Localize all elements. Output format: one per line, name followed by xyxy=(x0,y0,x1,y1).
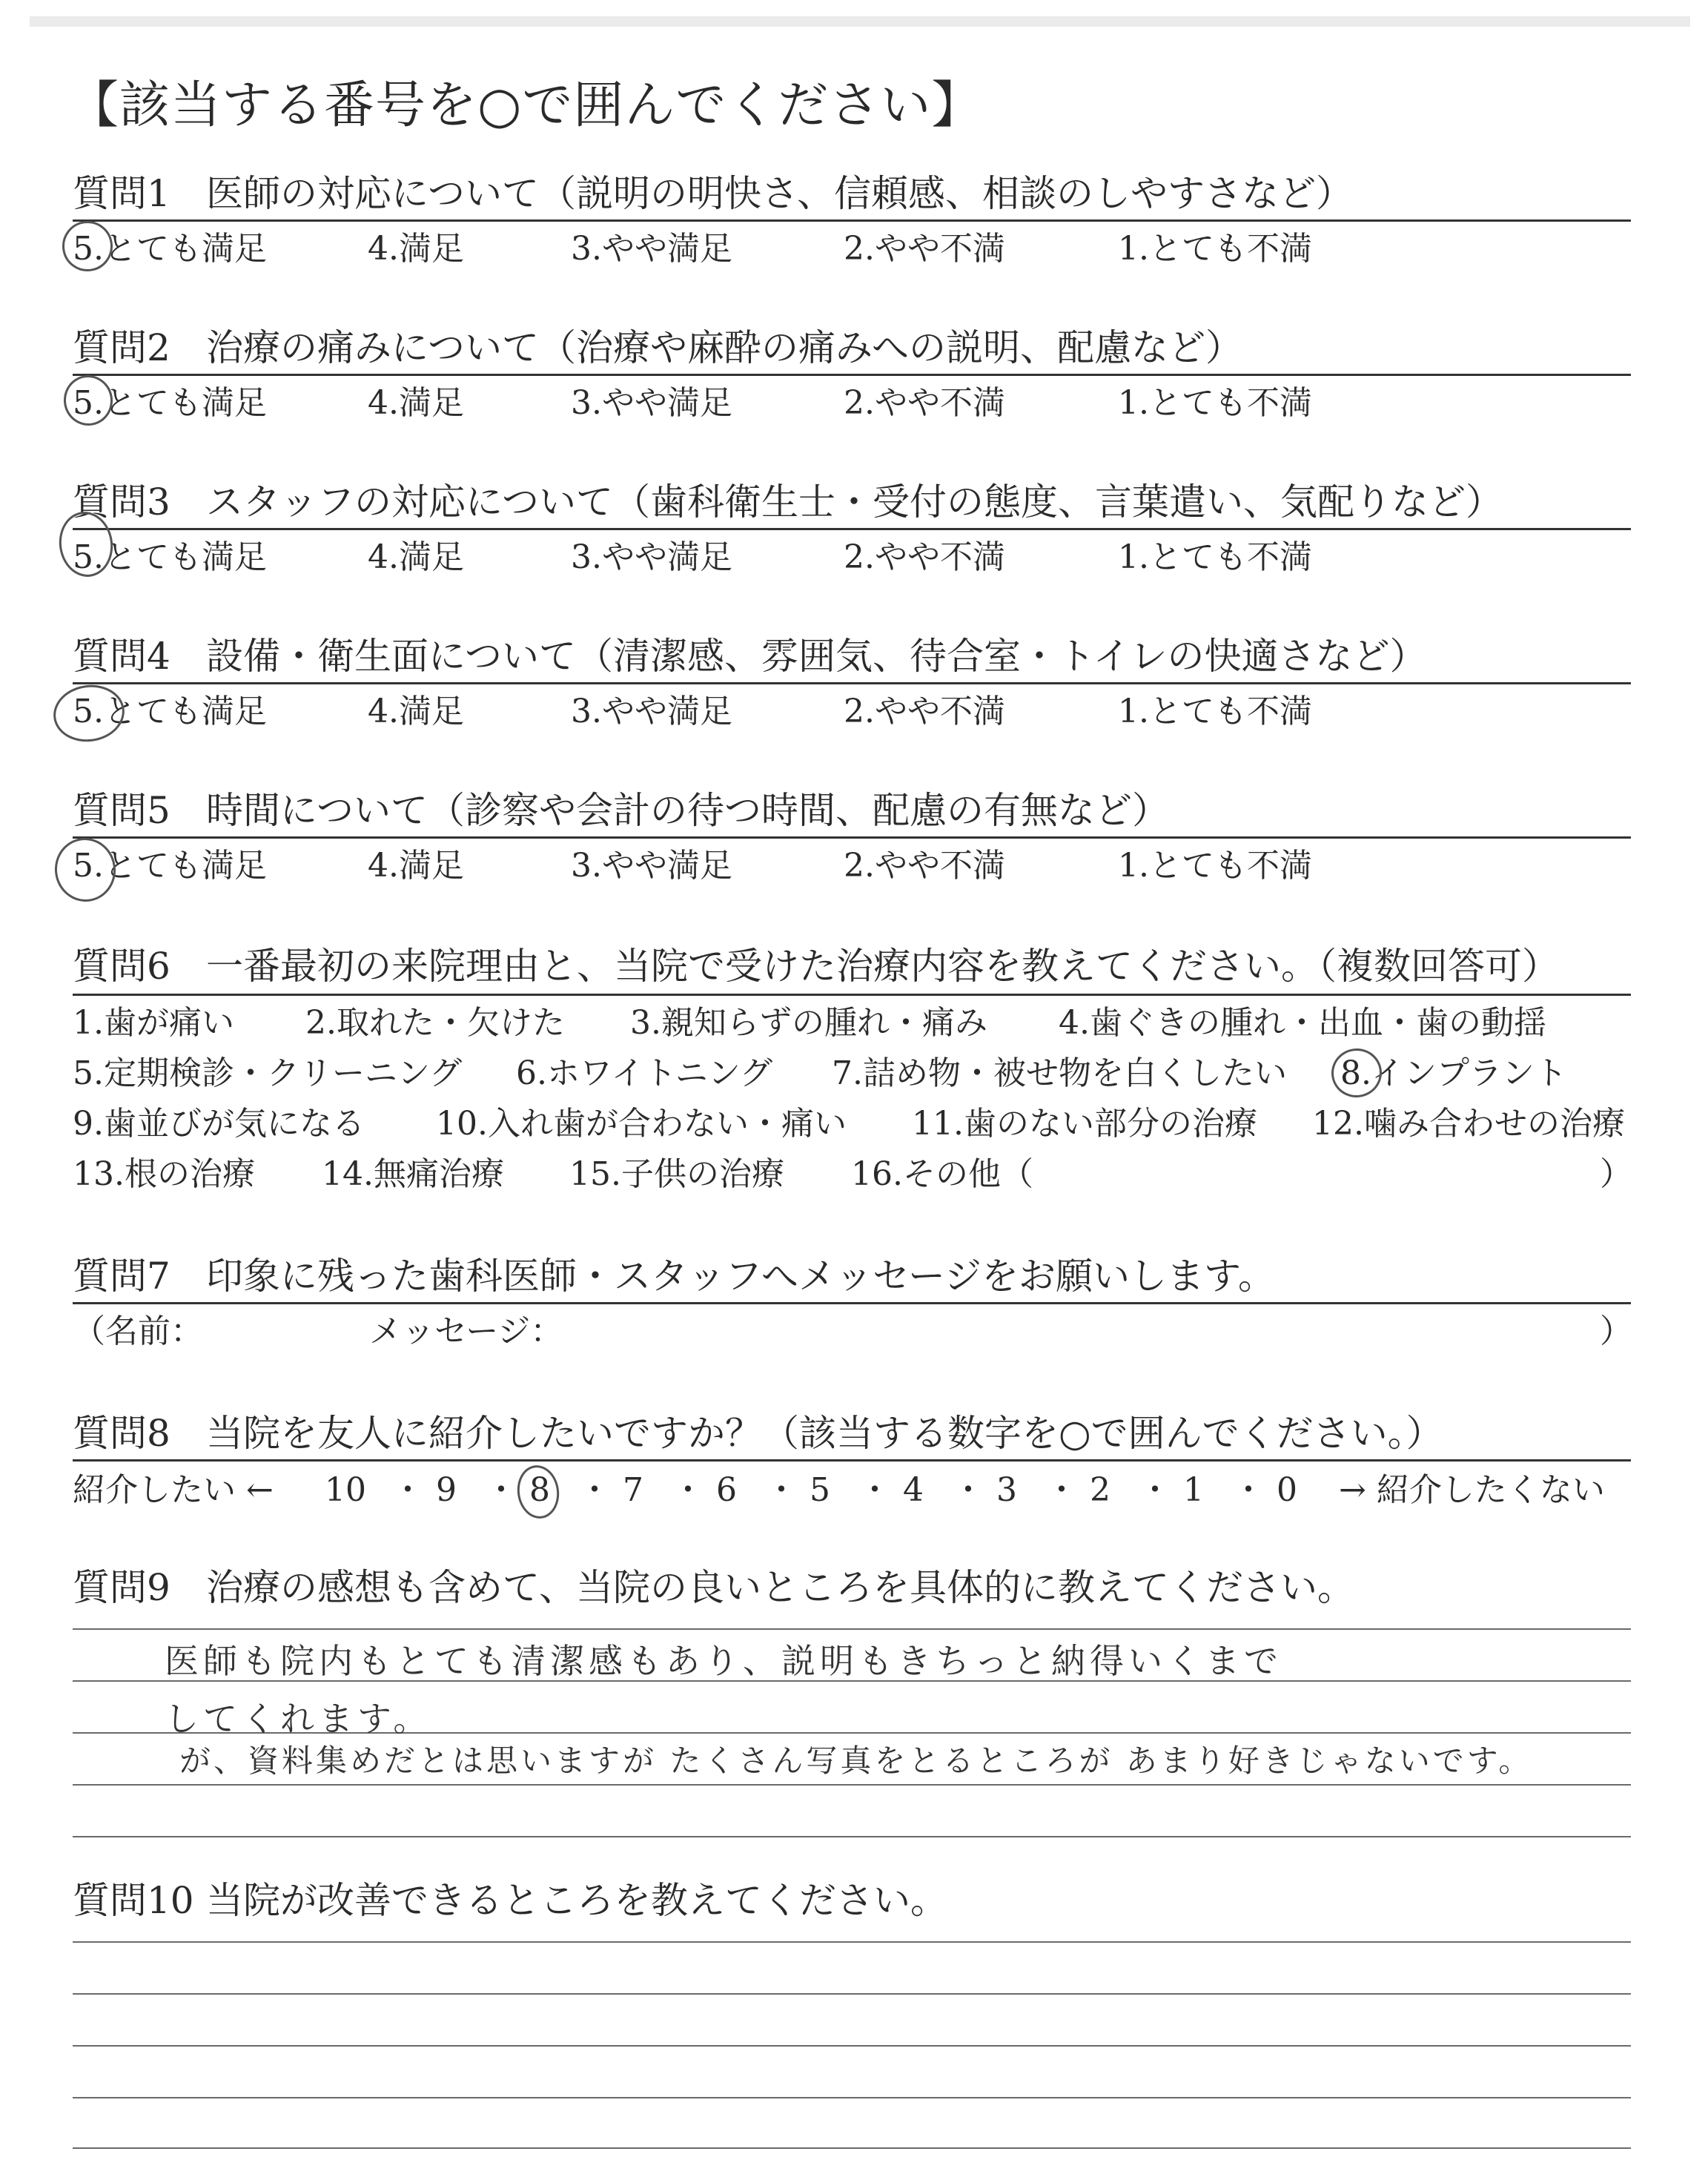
scale-value-1[interactable]: 1 xyxy=(1183,1471,1204,1509)
question-10 xyxy=(73,1876,1629,1925)
option-5[interactable]: 5.とても満足 xyxy=(73,384,267,422)
answer-rule xyxy=(73,374,1631,376)
scale-value-3[interactable]: 3 xyxy=(996,1471,1017,1509)
option-3[interactable]: 3.やや満足 xyxy=(571,693,732,730)
question-8 xyxy=(73,1409,1629,1458)
option-1[interactable]: 1.とても不満 xyxy=(1118,693,1312,730)
q6-option[interactable]: 12.噛み合わせの治療 xyxy=(1312,1105,1625,1143)
answer-line xyxy=(73,1784,1631,1786)
question-5 xyxy=(73,786,1629,835)
question-label: 質問9 xyxy=(73,1566,171,1609)
question-text: 治療の痛みについて（治療や麻酔の痛みへの説明、配慮など） xyxy=(206,326,1242,369)
q6-option[interactable]: 1.歯が痛い xyxy=(73,1004,234,1042)
question-text: スタッフの対応について（歯科衛生士・受付の態度、言葉遣い、気配りなど） xyxy=(206,480,1503,524)
q6-option[interactable]: 13.根の治療 xyxy=(73,1155,255,1193)
question-text: 医師の対応について（説明の明快さ、信頼感、相談のしやすさなど） xyxy=(206,172,1353,215)
handwritten-answer-line: してくれます。 xyxy=(165,1699,432,1739)
scan-edge xyxy=(30,16,1690,27)
answer-rule xyxy=(73,1302,1631,1304)
scale-dot: ・ xyxy=(1232,1471,1265,1509)
question-text: 印象に残った歯科医師・スタッフへメッセージをお願いします。 xyxy=(206,1255,1275,1298)
handwritten-answer-line: が、資料集めだとは思いますが たくさん写真をとるところが あまり好きじゃないです。 xyxy=(179,1743,1533,1779)
question-label: 質問4 xyxy=(73,635,171,678)
question-3 xyxy=(73,478,1629,526)
question-text: 一番最初の来院理由と、当院で受けた治療内容を教えてください。（複数回答可） xyxy=(206,945,1559,988)
scale-value-2[interactable]: 2 xyxy=(1090,1471,1110,1509)
scale-value-0[interactable]: 0 xyxy=(1277,1471,1297,1509)
question-label: 質問5 xyxy=(73,789,171,832)
message-close: ） xyxy=(1600,1312,1632,1350)
answer-line xyxy=(73,1993,1631,1995)
question-label: 質問3 xyxy=(73,480,171,524)
scale-dot: ・ xyxy=(578,1471,611,1509)
handwritten-answer-line: 医師も院内もとても清潔感もあり、説明もきちっと納得いくまで xyxy=(165,1641,1282,1681)
page-title: 【該当する番号を○で囲んでください】 xyxy=(68,76,983,135)
q6-row-2 xyxy=(73,1051,1637,1096)
q6-option[interactable]: 6.ホワイトニング xyxy=(516,1054,773,1092)
option-5[interactable]: 5.とても満足 xyxy=(73,538,267,576)
scale-value-9[interactable]: 9 xyxy=(436,1471,457,1509)
answer-rule xyxy=(73,994,1631,996)
scale-dot: ・ xyxy=(1045,1471,1078,1509)
scale-value-10[interactable]: 10 xyxy=(325,1471,366,1509)
q6-option-other[interactable]: 16.その他（ xyxy=(851,1155,1033,1193)
q6-option[interactable]: 14.無痛治療 xyxy=(322,1155,504,1193)
answer-rule xyxy=(73,682,1631,684)
question-1 xyxy=(73,169,1629,218)
q6-option[interactable]: 4.歯ぐきの腫れ・出血・歯の動揺 xyxy=(1059,1004,1546,1042)
scale-value-5[interactable]: 5 xyxy=(810,1471,830,1509)
scale-dot: ・ xyxy=(672,1471,704,1509)
answer-line xyxy=(73,2045,1631,2047)
q7-message-row xyxy=(73,1309,1637,1354)
option-1[interactable]: 1.とても不満 xyxy=(1118,847,1312,885)
question-label: 質問1 xyxy=(73,172,171,215)
q6-option[interactable]: 9.歯並びが気になる xyxy=(73,1105,365,1143)
option-4[interactable]: 4.満足 xyxy=(368,693,464,730)
scale-value-6[interactable]: 6 xyxy=(716,1471,737,1509)
scale-dot: ・ xyxy=(952,1471,984,1509)
question-label: 質問7 xyxy=(73,1255,171,1298)
option-2[interactable]: 2.やや不満 xyxy=(844,847,1005,885)
option-2[interactable]: 2.やや不満 xyxy=(844,693,1005,730)
question-text: 当院が改善できるところを教えてください。 xyxy=(206,1879,947,1922)
scale-value-8[interactable]: 8 xyxy=(529,1471,550,1509)
answer-rule xyxy=(73,836,1631,839)
answer-line xyxy=(73,1836,1631,1837)
scale-dot: ・ xyxy=(858,1471,891,1509)
q6-other-close: ） xyxy=(1600,1155,1632,1193)
scale-right-label: → 紹介したくない xyxy=(1339,1471,1605,1509)
scale-dot: ・ xyxy=(485,1471,517,1509)
question-4 xyxy=(73,632,1629,681)
scale-dot: ・ xyxy=(391,1471,424,1509)
option-2[interactable]: 2.やや不満 xyxy=(844,538,1005,576)
option-5[interactable]: 5.とても満足 xyxy=(73,693,267,730)
option-5[interactable]: 5.とても満足 xyxy=(73,230,267,268)
answer-rule xyxy=(73,1459,1631,1462)
question-9 xyxy=(73,1563,1629,1612)
q6-option[interactable]: 3.親知らずの腫れ・痛み xyxy=(630,1004,987,1042)
scale-value-4[interactable]: 4 xyxy=(903,1471,924,1509)
option-5[interactable]: 5.とても満足 xyxy=(73,847,267,885)
q6-row-1 xyxy=(73,1001,1637,1046)
question-label: 質問2 xyxy=(73,326,171,369)
q6-option[interactable]: 10.入れ歯が合わない・痛い xyxy=(436,1105,847,1143)
q6-row-3 xyxy=(73,1102,1637,1146)
q6-option[interactable]: 2.取れた・欠けた xyxy=(305,1004,565,1042)
q6-option[interactable]: 8.インプラント xyxy=(1340,1054,1567,1092)
option-4[interactable]: 4.満足 xyxy=(368,538,464,576)
answer-line xyxy=(73,2097,1631,2098)
option-4[interactable]: 4.満足 xyxy=(368,384,464,422)
question-text: 設備・衛生面について（清潔感、雰囲気、待合室・トイレの快適さなど） xyxy=(206,635,1427,678)
option-2[interactable]: 2.やや不満 xyxy=(844,384,1005,422)
q6-row-4 xyxy=(73,1152,1637,1197)
option-3[interactable]: 3.やや満足 xyxy=(571,230,732,268)
option-3[interactable]: 3.やや満足 xyxy=(571,538,732,576)
q6-option[interactable]: 15.子供の治療 xyxy=(569,1155,784,1193)
question-6 xyxy=(73,942,1629,991)
recommend-scale xyxy=(73,1468,1637,1513)
answer-line xyxy=(73,2147,1631,2149)
scale-value-7[interactable]: 7 xyxy=(623,1471,643,1509)
option-1[interactable]: 1.とても不満 xyxy=(1118,230,1312,268)
answer-rule xyxy=(73,528,1631,530)
question-label: 質問8 xyxy=(73,1412,171,1455)
answer-rule xyxy=(73,219,1631,222)
question-2 xyxy=(73,323,1629,372)
question-text: 治療の感想も含めて、当院の良いところを具体的に教えてください。 xyxy=(206,1566,1354,1609)
question-label: 質問6 xyxy=(73,945,171,988)
scale-dot: ・ xyxy=(765,1471,798,1509)
question-7 xyxy=(73,1252,1629,1301)
option-3[interactable]: 3.やや満足 xyxy=(571,384,732,422)
question-text: 当院を友人に紹介したいですか？（該当する数字を○で囲んでください。） xyxy=(206,1412,1443,1455)
answer-line xyxy=(73,1941,1631,1943)
option-4[interactable]: 4.満足 xyxy=(368,230,464,268)
option-3[interactable]: 3.やや満足 xyxy=(571,847,732,885)
scale-left-label: 紹介したい ← xyxy=(73,1471,274,1509)
scale-dot: ・ xyxy=(1139,1471,1171,1509)
option-4[interactable]: 4.満足 xyxy=(368,847,464,885)
q6-option[interactable]: 5.定期検診・クリーニング xyxy=(73,1054,463,1092)
option-2[interactable]: 2.やや不満 xyxy=(844,230,1005,268)
option-1[interactable]: 1.とても不満 xyxy=(1118,538,1312,576)
name-field-label[interactable]: （名前： xyxy=(73,1312,203,1350)
q6-option[interactable]: 7.詰め物・被せ物を白くしたい xyxy=(832,1054,1287,1092)
question-text: 時間について（診察や会計の待つ時間、配慮の有無など） xyxy=(206,789,1169,832)
question-label: 質問10 xyxy=(73,1879,194,1922)
q6-option[interactable]: 11.歯のない部分の治療 xyxy=(912,1105,1257,1143)
option-1[interactable]: 1.とても不満 xyxy=(1118,384,1312,422)
answer-line xyxy=(73,1628,1631,1630)
message-field-label[interactable]: メッセージ： xyxy=(369,1312,563,1350)
